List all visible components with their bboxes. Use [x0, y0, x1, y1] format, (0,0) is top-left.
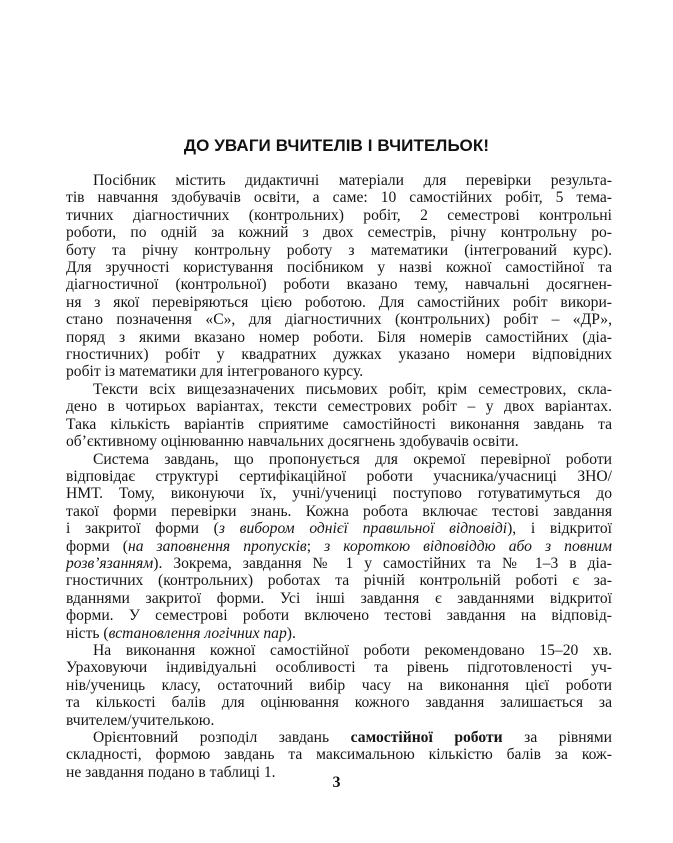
text-line: нів/учениць класу, остаточний вибір часу на виконання цієї роботи	[66, 676, 612, 694]
italic-run: встановлення логічних пар	[108, 624, 287, 642]
page-title: ДО УВАГИ ВЧИТЕЛІВ І ВЧИТЕЛЬОК!	[183, 136, 490, 155]
text-line: Посібник містить дидактичні матеріали для перевірки результа-	[93, 172, 612, 189]
text-line: роботи, по одній за кожний з двох семестрів, річну контрольну ро-	[66, 224, 612, 242]
text-run: ).	[286, 624, 296, 642]
text-line: об’єктивному оцінюванню навчальних досягнень здобувачів освіти.	[66, 433, 519, 451]
text-line: відповідає структурі сертифікаційної роботи учасника/учасниці ЗНО/	[66, 467, 612, 485]
text-run: ), і відкритої	[507, 520, 612, 538]
text-line: такої форми перевірки знань. Кожна робота включає тестові завдання	[66, 502, 612, 520]
text-line: тичних діагностичних (контрольних) робіт, 2 семестрові контрольні	[66, 206, 612, 224]
italic-run: на заповнення пропусків	[127, 537, 307, 555]
text-line: Ураховуючи індивідуальні особливості та рівень підготовленості уч-	[66, 659, 612, 677]
text-line: гностичних (контрольних) роботах та річній контрольній роботі є за-	[66, 572, 612, 590]
text-run: Орієнтовний розподіл завдань	[93, 729, 351, 746]
text-line: форми. У семестрові роботи включено тестові завдання на відповід-	[66, 607, 612, 625]
text-line	[66, 625, 612, 642]
text-line: Така кількість варіантів сприятиме самостійності виконання завдань та	[66, 415, 612, 433]
text-line: Для зручності користування посібником у назві кожної самостійної та	[66, 259, 612, 277]
text-line: складності, формою завдань та максимальною кількістю балів за кож-	[66, 746, 612, 764]
text-line: ня з якої перевіряються цією роботою. Для самостійних робіт викори-	[66, 293, 612, 311]
text-line: стано позначення «С», для діагностичних (контрольних) робіт – «ДР»,	[66, 311, 612, 329]
text-line: боту та річну контрольну роботу з математики (інтегрований курс).	[66, 241, 612, 259]
text-run: ). Зокрема, завдання № 1 у самостійних та № 1–3 в діа-	[153, 554, 612, 572]
text-line: Система завдань, що пропонується для окремої перевірної роботи	[93, 450, 612, 468]
text-line	[66, 538, 612, 555]
italic-run: з вибором однієї правильної відповіді	[218, 520, 508, 538]
text-line: тів навчання здобувачів освіти, а саме: 10 самостійних робіт, 5 тема-	[66, 189, 612, 207]
text-line: поряд з якими вказано номер роботи. Біля номерів самостійних (діа-	[66, 328, 612, 346]
text-line: робіт із математики для інтегрованого курсу.	[66, 363, 364, 381]
text-run: за рівнями	[502, 729, 612, 746]
text-line: НМТ. Тому, виконуючи їх, учні/учениці поступово готуватимуться до	[66, 485, 612, 503]
page-number: 3	[332, 774, 341, 791]
text-line: не завдання подано в таблиці 1.	[66, 763, 276, 781]
bold-run: самостійної роботи	[350, 729, 503, 746]
text-line: Тексти всіх вищезазначених письмових робіт, крім семестрових, скла-	[93, 380, 612, 398]
italic-run: з короткою відповіддю або з повним	[324, 537, 612, 555]
text-run: і закритої форми (	[66, 520, 219, 538]
text-line: вданнями закритої форми. Усі інші завдання є завданнями відкритої	[66, 589, 612, 607]
text-line: вчителем/учителькою.	[66, 711, 215, 729]
body-text	[66, 172, 612, 781]
text-run: ;	[306, 537, 325, 555]
text-run: форми (	[66, 537, 128, 555]
text-line	[66, 520, 612, 537]
text-line: гностичних) робіт у квадратних дужках указано номери відповідних	[66, 346, 612, 364]
text-line: На виконання кожної самостійної роботи рекомендовано 15–20 хв.	[93, 641, 612, 659]
text-line	[66, 555, 612, 572]
text-line: та кількості балів для оцінювання кожного завдання залишається за	[66, 694, 612, 712]
text-line: дено в чотирьох варіантах, тексти семестрових робіт – у двох варіантах.	[66, 398, 612, 416]
text-line: діагностичної (контрольної) роботи вказано тему, навчальні досягнен-	[66, 276, 612, 294]
italic-run: розв’язанням	[66, 554, 154, 572]
text-line	[66, 729, 612, 746]
text-run: ність (	[66, 624, 109, 642]
